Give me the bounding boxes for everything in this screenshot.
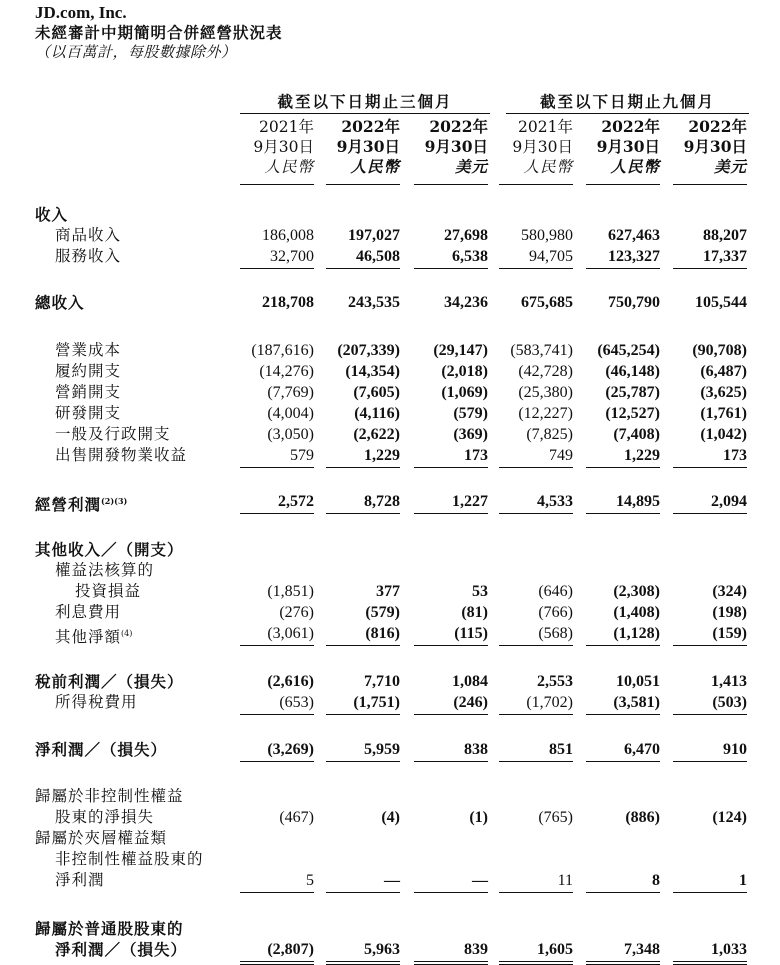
subtotal-rule [414, 645, 488, 646]
row-label: 稅前利潤／（損失） [35, 672, 184, 691]
subtotal-rule [499, 761, 573, 762]
value-cell: 5,959 [364, 741, 400, 758]
double-total-rule [414, 961, 488, 965]
subtotal-rule [673, 268, 747, 269]
value-cell: (1,408) [613, 604, 660, 621]
column-header-year: 2021年 [518, 118, 573, 136]
row-mezzanine [0, 870, 780, 891]
value-cell: 838 [464, 741, 488, 758]
value-cell: 10,051 [616, 673, 660, 690]
column-header [404, 117, 488, 177]
column-header [230, 117, 314, 177]
column-header-currency: 人民幣 [264, 158, 314, 176]
column-header-currency: 人民幣 [350, 157, 400, 176]
value-cell: (568) [538, 625, 573, 642]
value-cell: (467) [279, 809, 314, 826]
subtotal-rule [499, 714, 573, 715]
row-marketing [0, 382, 780, 403]
footnote-marker: (4) [121, 629, 133, 638]
column-header [489, 117, 573, 177]
column-header-underline [499, 184, 573, 185]
value-cell: (503) [712, 694, 747, 711]
column-header [663, 117, 747, 177]
value-cell: 5,963 [364, 941, 400, 958]
row-label: 其他淨額$^{(4)}$ [55, 628, 133, 646]
value-cell: 1,413 [711, 673, 747, 690]
value-cell: (3,269) [267, 741, 314, 758]
value-cell: (4,116) [354, 405, 400, 422]
row-label: 商品收入 [55, 226, 122, 244]
double-total-rule [326, 961, 400, 965]
row-label: 經營利潤$^{(2)(3)}$ [35, 495, 128, 514]
value-cell: (3,581) [613, 694, 660, 711]
value-cell: 2,572 [278, 493, 314, 510]
row-label: 歸屬於普通股股東的 [35, 919, 184, 938]
value-cell: (14,354) [345, 363, 400, 380]
value-cell: 910 [723, 741, 747, 758]
row-label: 收入 [35, 205, 69, 224]
value-cell: (369) [453, 426, 488, 443]
subtotal-rule [326, 761, 400, 762]
row-general-administrative [0, 424, 780, 445]
subtotal-rule [586, 892, 660, 893]
subtotal-rule [240, 645, 314, 646]
value-cell: (42,728) [518, 363, 573, 380]
row-label: 歸屬於非控制性權益 [35, 787, 184, 805]
value-cell: (46,148) [605, 363, 660, 380]
revenues-heading [0, 204, 780, 225]
column-header-currency: 美元 [454, 157, 488, 176]
value-cell: (1,042) [700, 426, 747, 443]
value-cell: (579) [453, 405, 488, 422]
column-header-year: 2022年 [601, 117, 660, 136]
subtotal-rule [499, 645, 573, 646]
value-cell: (1) [469, 809, 488, 826]
value-cell: 123,327 [608, 248, 660, 265]
column-header-date: 9月30日 [683, 137, 747, 156]
value-cell: 88,207 [703, 227, 747, 244]
other-income-heading [0, 539, 780, 560]
value-cell: (187,616) [251, 342, 314, 359]
row-label: 歸屬於夾層權益類 [35, 829, 168, 847]
row-label: 淨利潤 [55, 871, 105, 889]
value-cell: (198) [712, 604, 747, 621]
subtotal-rule [326, 645, 400, 646]
value-cell: 14,895 [616, 493, 660, 510]
row-label: 營業成本 [55, 341, 122, 359]
value-cell: 8,728 [364, 493, 400, 510]
value-cell: 627,463 [608, 227, 660, 244]
value-cell: 1 [739, 872, 747, 889]
row-interest-expense [0, 602, 780, 623]
value-cell: (124) [712, 809, 747, 826]
column-header-underline [240, 184, 314, 185]
value-cell: 197,027 [348, 227, 400, 244]
row-research-development [0, 403, 780, 424]
subtotal-rule [586, 714, 660, 715]
value-cell: 839 [464, 941, 488, 958]
value-cell: 851 [549, 741, 573, 758]
value-cell: 2,094 [711, 493, 747, 510]
value-cell: 8 [652, 872, 660, 889]
column-header [316, 117, 400, 177]
value-cell: (645,254) [597, 342, 660, 359]
subtotal-rule [673, 714, 747, 715]
value-cell: (2,807) [267, 941, 314, 958]
subtotal-rule [586, 645, 660, 646]
double-total-rule [673, 961, 747, 965]
value-cell: (3,625) [700, 384, 747, 401]
value-cell: (886) [625, 809, 660, 826]
value-cell: 46,508 [356, 248, 400, 265]
subtotal-rule [673, 513, 747, 514]
subtotal-rule [586, 513, 660, 514]
subtotal-rule [326, 268, 400, 269]
subtotal-rule [240, 268, 314, 269]
value-cell: (81) [461, 604, 488, 621]
value-cell: 749 [549, 447, 573, 464]
row-operating-income [0, 491, 780, 512]
value-cell: 173 [723, 447, 747, 464]
row-nci-label [0, 786, 780, 807]
row-equity-method-label [0, 560, 780, 581]
value-cell: (2,018) [441, 363, 488, 380]
value-cell: (14,276) [259, 363, 314, 380]
row-equity-method [0, 581, 780, 602]
subtotal-rule [499, 268, 573, 269]
value-cell: (12,227) [518, 405, 573, 422]
value-cell: 105,544 [695, 294, 747, 311]
column-header-date: 9月30日 [336, 137, 400, 156]
subtotal-rule [240, 892, 314, 893]
company-name: JD.com, Inc. [35, 3, 127, 22]
value-cell: (4,004) [267, 405, 314, 422]
value-cell: 218,708 [262, 294, 314, 311]
value-cell: 1,229 [624, 447, 660, 464]
group-header-nine-months: 截至以下日期止九個月 [539, 92, 715, 111]
value-cell: — [384, 872, 400, 889]
value-cell: 7,710 [364, 673, 400, 690]
row-label: 投資損益 [75, 582, 142, 600]
row-others-net [0, 623, 780, 644]
row-label: 所得稅費用 [55, 693, 138, 711]
value-cell: (1,069) [441, 384, 488, 401]
value-cell: (159) [712, 625, 747, 642]
row-cost-of-revenues [0, 340, 780, 361]
subtotal-rule [326, 892, 400, 893]
value-cell: 11 [557, 872, 573, 889]
value-cell: (1,128) [613, 625, 660, 642]
column-header-currency: 美元 [713, 157, 747, 176]
subtotal-rule [673, 761, 747, 762]
value-cell: 750,790 [608, 294, 660, 311]
value-cell: 243,535 [348, 294, 400, 311]
double-total-rule [240, 961, 314, 965]
subtotal-rule [414, 513, 488, 514]
column-header-year: 2022年 [688, 117, 747, 136]
subtotal-rule [586, 268, 660, 269]
value-cell: (25,787) [605, 384, 660, 401]
row-label: 營銷開支 [55, 383, 122, 401]
row-ordinary-label [0, 918, 780, 939]
subtotal-rule [499, 467, 573, 468]
subtotal-rule [673, 892, 747, 893]
row-label: 權益法核算的 [55, 561, 155, 579]
value-cell: (2,616) [267, 673, 314, 690]
subtotal-rule [499, 513, 573, 514]
value-cell: (765) [538, 809, 573, 826]
value-cell: 34,236 [444, 294, 488, 311]
subtotal-rule [499, 892, 573, 893]
row-product-revenues [0, 225, 780, 246]
value-cell: 579 [290, 447, 314, 464]
value-cell: 5 [306, 872, 314, 889]
subtotal-rule [414, 467, 488, 468]
value-cell: 4,533 [537, 493, 573, 510]
subtotal-rule [326, 513, 400, 514]
value-cell: (7,769) [267, 384, 314, 401]
footnote-marker: (2)(3) [101, 496, 128, 506]
row-label: 非控制性權益股東的 [55, 850, 204, 868]
row-label: 利息費用 [55, 603, 122, 621]
column-header-underline [414, 184, 488, 185]
row-fulfillment [0, 361, 780, 382]
subtotal-rule [586, 467, 660, 468]
column-header [576, 117, 660, 177]
column-header-date: 9月30日 [424, 137, 488, 156]
row-label: 其他收入／（開支） [35, 540, 184, 559]
value-cell: (1,761) [700, 405, 747, 422]
column-header-year: 2022年 [341, 117, 400, 136]
value-cell: (25,380) [518, 384, 573, 401]
value-cell: 675,685 [521, 294, 573, 311]
row-label: 一般及行政開支 [55, 425, 171, 443]
column-header-year: 2021年 [259, 118, 314, 136]
value-cell: (324) [712, 583, 747, 600]
column-header-year: 2022年 [429, 117, 488, 136]
value-cell: (766) [538, 604, 573, 621]
value-cell: (29,147) [433, 342, 488, 359]
column-header-currency: 人民幣 [610, 157, 660, 176]
subtotal-rule [414, 268, 488, 269]
value-cell: 6,538 [452, 248, 488, 265]
column-header-underline [673, 184, 747, 185]
row-label: 股東的淨損失 [55, 808, 155, 826]
value-cell: 1,033 [711, 941, 747, 958]
row-label: 淨利潤／（損失） [35, 740, 168, 759]
double-total-rule [499, 961, 573, 965]
row-mezzanine-label-1 [0, 828, 780, 849]
subtotal-rule [326, 714, 400, 715]
subtotal-rule [240, 714, 314, 715]
row-label: 履約開支 [55, 362, 122, 380]
value-cell: 27,698 [444, 227, 488, 244]
subtotal-rule [414, 892, 488, 893]
subtotal-rule [240, 513, 314, 514]
value-cell: 6,470 [624, 741, 660, 758]
group-underline-three-months [240, 113, 490, 114]
row-mezzanine-label-2 [0, 849, 780, 870]
subtotal-rule [414, 761, 488, 762]
value-cell: (2,308) [613, 583, 660, 600]
value-cell: (7,605) [353, 384, 400, 401]
value-cell: (816) [365, 625, 400, 642]
value-cell: (646) [538, 583, 573, 600]
value-cell: (276) [279, 604, 314, 621]
value-cell: (3,050) [267, 426, 314, 443]
value-cell: (207,339) [337, 342, 400, 359]
value-cell: (115) [454, 625, 488, 642]
subtotal-rule [240, 467, 314, 468]
column-header-underline [326, 184, 400, 185]
subtotal-rule [586, 761, 660, 762]
value-cell: (4) [381, 809, 400, 826]
subtotal-rule [673, 645, 747, 646]
column-header-currency: 人民幣 [523, 158, 573, 176]
subtotal-rule [414, 714, 488, 715]
value-cell: (12,527) [605, 405, 660, 422]
row-label: 研發開支 [55, 404, 122, 422]
value-cell: (7,825) [526, 426, 573, 443]
value-cell: 1,227 [452, 493, 488, 510]
row-income-tax [0, 692, 780, 713]
value-cell: (653) [279, 694, 314, 711]
value-cell: (1,702) [526, 694, 573, 711]
row-label: 出售開發物業收益 [55, 446, 188, 464]
value-cell: (1,851) [267, 583, 314, 600]
value-cell: 53 [472, 583, 488, 600]
value-cell: 94,705 [529, 248, 573, 265]
value-cell: (246) [453, 694, 488, 711]
value-cell: (7,408) [613, 426, 660, 443]
row-net-income-ordinary [0, 939, 780, 960]
row-gain-on-sale [0, 445, 780, 466]
value-cell: (579) [365, 604, 400, 621]
value-cell: 17,337 [703, 248, 747, 265]
column-header-date: 9月30日 [596, 137, 660, 156]
row-label: 服務收入 [55, 247, 122, 265]
row-label: 淨利潤／（損失） [55, 940, 188, 959]
value-cell: (6,487) [700, 363, 747, 380]
column-header-date: 9月30日 [512, 138, 573, 156]
value-cell: 1,229 [364, 447, 400, 464]
row-total-revenues [0, 292, 780, 313]
value-cell: 173 [464, 447, 488, 464]
value-cell: 7,348 [624, 941, 660, 958]
row-service-revenues [0, 246, 780, 267]
value-cell: (2,622) [353, 426, 400, 443]
value-cell: (1,751) [353, 694, 400, 711]
subtotal-rule [326, 467, 400, 468]
column-header-date: 9月30日 [253, 138, 314, 156]
value-cell: 580,980 [521, 227, 573, 244]
subtotal-rule [673, 467, 747, 468]
double-total-rule [586, 961, 660, 965]
value-cell: 186,008 [262, 227, 314, 244]
group-underline-nine-months [506, 113, 749, 114]
row-income-before-tax [0, 671, 780, 692]
column-header-underline [586, 184, 660, 185]
group-header-three-months: 截至以下日期止三個月 [277, 92, 453, 111]
value-cell: 377 [376, 583, 400, 600]
value-cell: — [472, 872, 488, 889]
subtotal-rule [240, 761, 314, 762]
statement-title: 未經審計中期簡明合併經營狀況表 [35, 23, 283, 42]
value-cell: 1,084 [452, 673, 488, 690]
value-cell: 2,553 [537, 673, 573, 690]
value-cell: (3,061) [267, 625, 314, 642]
unit-note: （以百萬計，每股數據除外） [35, 43, 237, 61]
value-cell: 32,700 [270, 248, 314, 265]
value-cell: (583,741) [510, 342, 573, 359]
row-net-income [0, 739, 780, 760]
value-cell: (90,708) [692, 342, 747, 359]
value-cell: 1,605 [537, 941, 573, 958]
row-nci [0, 807, 780, 828]
row-label: 總收入 [35, 293, 85, 312]
